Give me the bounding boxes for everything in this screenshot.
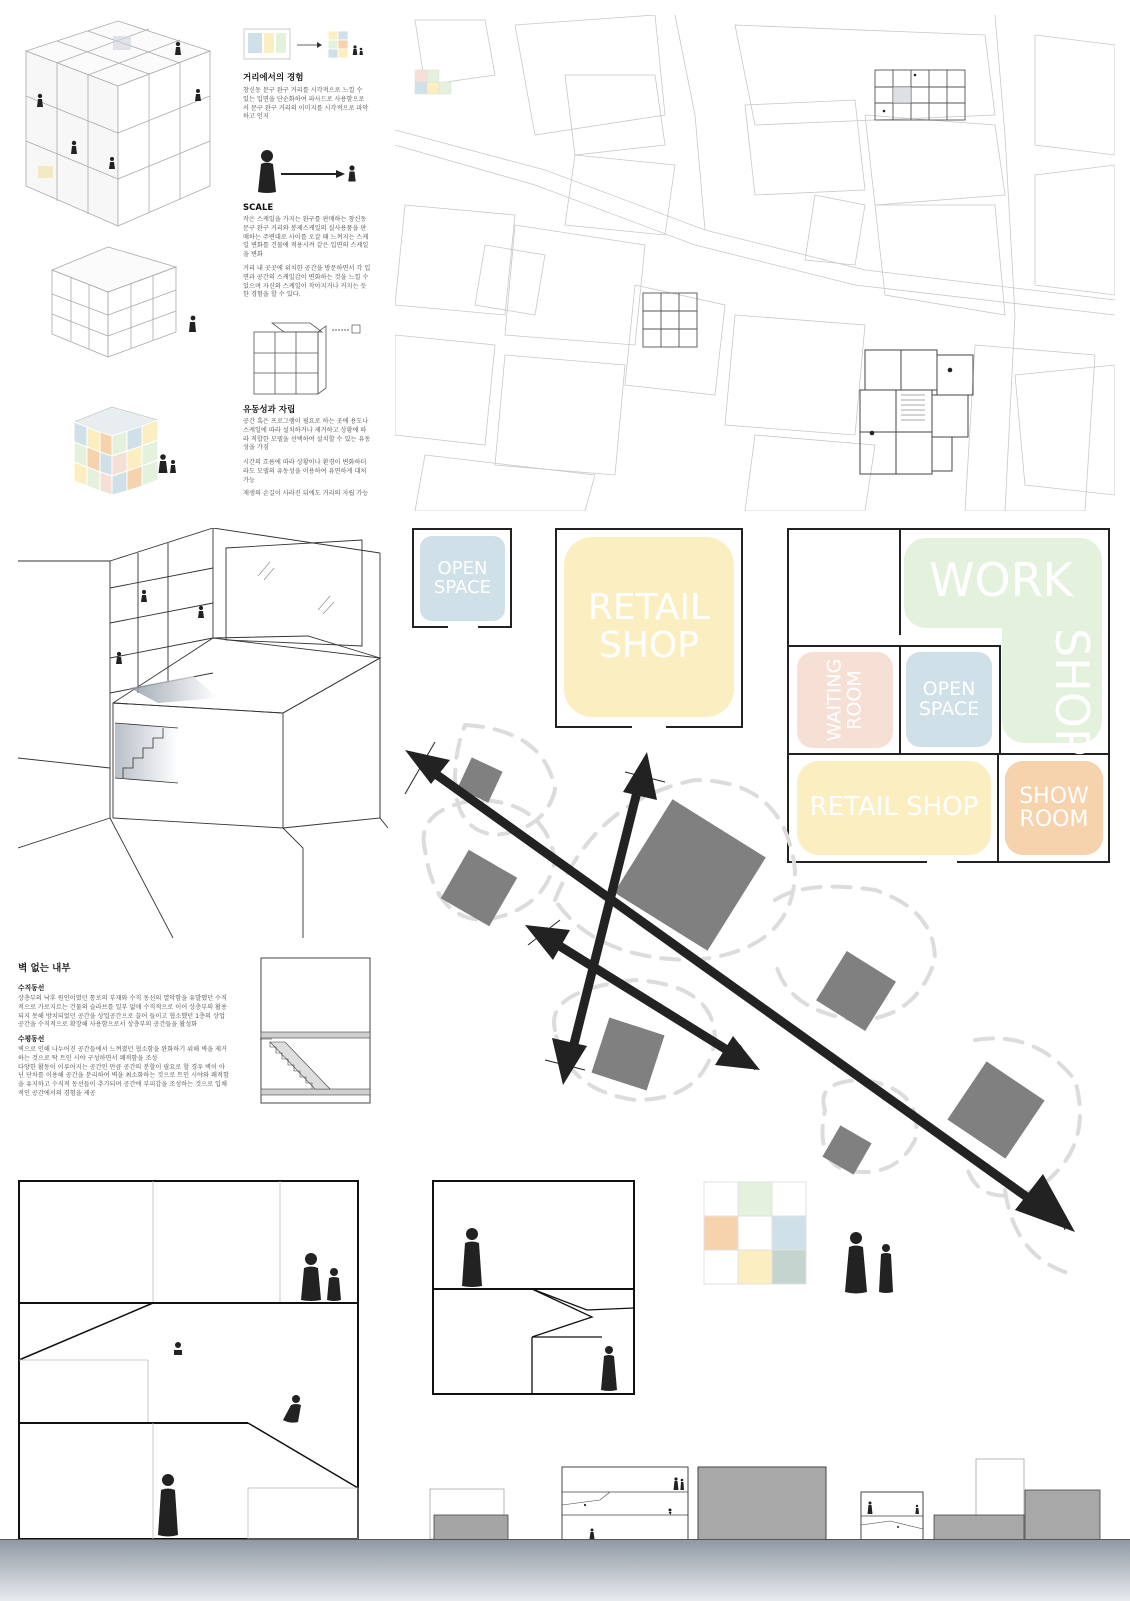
street-elevation <box>420 1455 1110 1541</box>
mobility-title: 유동성과 자립 <box>243 405 296 415</box>
zone-open-space-large: OPEN SPACE <box>906 652 992 747</box>
isometric-cube-plain <box>48 242 208 362</box>
plan-open-space <box>412 528 512 628</box>
waiting-room-label: WAITING ROOM <box>823 658 865 742</box>
work-shop-label-work: WORK <box>929 553 1073 607</box>
cube-modules-diagram <box>250 318 370 398</box>
section-large <box>18 1180 363 1540</box>
isometric-cube-colored <box>70 402 190 497</box>
person-pair-icon <box>840 1230 900 1295</box>
zone-open-space: OPEN SPACE <box>420 536 505 621</box>
color-grid-legend <box>702 1180 812 1290</box>
isometric-cube-facade <box>18 16 218 231</box>
interior-perspective <box>18 528 388 938</box>
zone-show-room: SHOW ROOM <box>1005 761 1103 855</box>
interior-subtitle-horizontal: 수평동선 <box>18 1035 45 1043</box>
facade-to-cube-diagram <box>242 25 372 67</box>
stair-section <box>260 957 372 1105</box>
interior-body-vertical: 상층부의 낙후 원인이였던 통로의 부재와 수직 동선의 열악함을 유발했던 수직 적으로 가로지르는 건물의 슬라브를 일부 없애 수직적으로 이어 상층부의 활용 되지 못해 방치되었던 공간을 상업공간으로 끌어 들이고 협소했던 1층의 상업 공간을 수직적으로 확장해 사용함으로서 상층부의 공간들을 활성화 <box>18 995 227 1029</box>
mobility-body-3: 재생의 손길이 사라진 뒤에도 거리의 자립 가능 <box>243 490 369 497</box>
site-map <box>395 15 1115 511</box>
plan-retail-shop <box>555 528 743 728</box>
ground-strip <box>0 1539 1130 1601</box>
zone-retail-shop-large: RETAIL SHOP <box>797 761 991 855</box>
street-experience-body: 창신동 문구 완구 거리를 시각적으로 느낄 수 있는 입면을 단순화하여 파사드로 사용함으로 서 문구 완구 거리의 이미지를 시각적으로 파악 하고 인지 <box>243 87 369 121</box>
interior-subtitle-vertical: 수직동선 <box>18 984 45 992</box>
work-shop-label-shop: SHOP <box>1045 628 1099 756</box>
scale-body-2: 거리 내 곳곳에 위치한 공간을 방문하면서 각 입 면과 공간의 스케일감이 변화하는 것을 느낄 수 있으며 자신의 스케일이 작아지거나 커지는 듯 한 경험을 할 수 있다. <box>243 265 371 299</box>
interior-title: 벽 없는 내부 <box>18 963 71 974</box>
scale-person-arrow-diagram <box>255 148 365 198</box>
zone-retail-shop: RETAIL SHOP <box>564 537 734 717</box>
interior-body-horizontal: 벽으로 인해 나누어진 공간들에서 느껴졌던 협소함을 완화하기 위해 벽을 제거 하는 것으로 탁 트인 시야 구성하면서 쾌적함을 조성 다양한 활동이 이루어지는 공간인 만큼 공간의 분할이 필요로 할 경우 벽이 아 닌 단차를 이용해 공간을 분리하여 벽을 최소화하는 것으로 트인 시야와 쾌적함 을 유지하고 수직적 동선들이 추가되며 공간에 부피감을 조성하는 것으로 입체 적인 공간에서의 경험을 제공 <box>18 1046 229 1097</box>
section-medium <box>432 1180 637 1398</box>
scale-title: SCALE <box>243 203 274 213</box>
mobility-body-1: 공간 혹은 프로그램이 필요로 하는 곳에 용도나 스케일에 따라 설치하거나 제거하고 상황에 따 라 적합한 모델을 선택하여 설치할 수 있는 유동 성을 가짐 <box>243 418 371 452</box>
mobility-body-2: 시간의 흐름에 따라 상황이나 환경이 변화하더 라도 모델의 유동성을 이용하여 유연하게 대처 가능 <box>243 459 367 484</box>
street-experience-title: 거리에서의 경험 <box>243 73 304 83</box>
scale-body-1: 작은 스케일을 가지는 완구를 판매하는 창신동 문구 완구 거리와 봉제스케일의 실사용품을 판 매하는 주변대로 사이를 오갈 때 느껴지는 스케 일 변화를 건물에 적용시켜 같은 입면의 스케일 을 변화 <box>243 216 369 259</box>
